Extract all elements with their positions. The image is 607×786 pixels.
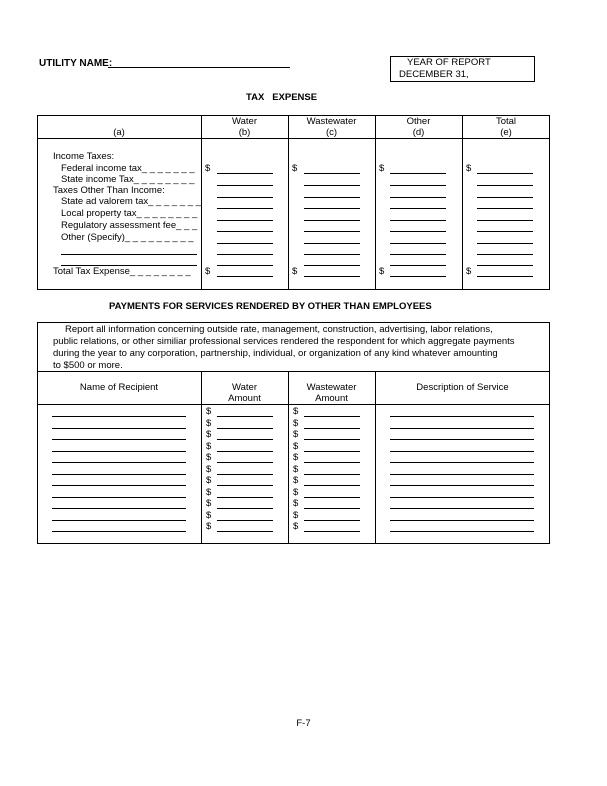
col-total-label: Total	[495, 116, 517, 127]
tax-amount-field[interactable]	[304, 231, 360, 232]
tax-amount-field[interactable]	[217, 197, 273, 198]
instructions-line-2: public relations, or other similiar professional services rendered the respondent for which aggregate payments	[53, 336, 515, 347]
tax-amount-field[interactable]	[477, 208, 533, 209]
tax-amount-field[interactable]	[304, 254, 360, 255]
dollar-sign: $	[293, 475, 299, 486]
tax-amount-field[interactable]	[217, 220, 273, 221]
water-amount-field[interactable]	[217, 508, 273, 509]
water-amount-field[interactable]	[217, 497, 273, 498]
row-other-specify: Other (Specify)_ _ _ _ _ _ _ _ _	[61, 232, 194, 243]
recipient-name-field[interactable]	[52, 474, 186, 475]
december-31-label: DECEMBER 31,	[399, 69, 469, 80]
row-federal-income-tax: Federal income tax_ _ _ _ _ _ _	[61, 163, 195, 174]
recipient-name-field[interactable]	[52, 508, 186, 509]
recipient-name-field[interactable]	[52, 451, 186, 452]
col-description-of-service: Description of Service	[416, 382, 509, 393]
recipient-name-field[interactable]	[52, 462, 186, 463]
dollar-sign: $	[379, 163, 385, 174]
tax-amount-field[interactable]	[304, 243, 360, 244]
page-number: F-7	[296, 718, 311, 729]
dollar-sign: $	[206, 521, 212, 532]
col-wastewater-amount-1: Wastewater	[306, 382, 357, 393]
wastewater-amount-field[interactable]	[304, 451, 360, 452]
dollar-sign: $	[206, 498, 212, 509]
dollar-sign: $	[206, 417, 212, 429]
dollar-sign: $	[206, 475, 212, 486]
water-amount-field[interactable]	[217, 439, 273, 440]
description-field[interactable]	[390, 497, 534, 498]
tax-amount-field[interactable]	[390, 220, 446, 221]
col-other-label: Other	[406, 116, 431, 127]
tax-amount-field[interactable]	[477, 220, 533, 221]
description-field[interactable]	[390, 439, 534, 440]
recipient-name-field[interactable]	[52, 497, 186, 498]
tax-amount-field[interactable]	[477, 276, 533, 277]
dollar-sign: $	[466, 163, 472, 174]
col-a-sub: (a)	[113, 127, 125, 138]
wastewater-amount-field[interactable]	[304, 474, 360, 475]
tax-amount-field[interactable]	[217, 243, 273, 244]
recipient-name-field[interactable]	[52, 520, 186, 521]
dollar-sign: $	[293, 406, 299, 417]
wastewater-amount-field[interactable]	[304, 520, 360, 521]
dollar-sign: $	[293, 521, 299, 532]
row-income-taxes: Income Taxes:	[53, 151, 115, 162]
dollar-sign: $	[206, 486, 212, 498]
tax-amount-field[interactable]	[390, 254, 446, 255]
dollar-sign: $	[293, 498, 299, 509]
col-b-sub: (b)	[238, 127, 251, 138]
col-wastewater-amount-2: Amount	[315, 393, 348, 404]
tax-amount-field[interactable]	[217, 276, 273, 277]
tax-amount-field[interactable]	[390, 185, 446, 186]
tax-amount-field[interactable]	[390, 265, 446, 266]
row-local-property-tax: Local property tax_ _ _ _ _ _ _ _	[61, 208, 198, 219]
dollar-sign: $	[206, 406, 212, 417]
dollar-sign: $	[293, 486, 299, 498]
instructions-line-1: Report all information concerning outside rate, management, construction, advertising, labor relations,	[65, 324, 493, 335]
tax-amount-field[interactable]	[477, 265, 533, 266]
description-field[interactable]	[390, 520, 534, 521]
tax-amount-field[interactable]	[477, 185, 533, 186]
payments-title: PAYMENTS FOR SERVICES RENDERED BY OTHER THAN EMPLOYEES	[109, 301, 432, 312]
tax-amount-field[interactable]	[217, 231, 273, 232]
utility-name-field[interactable]	[108, 67, 290, 68]
description-field[interactable]	[390, 416, 534, 417]
water-amount-field[interactable]	[217, 474, 273, 475]
instructions-line-3: during the year to any corporation, partnership, individual, or organization of any kind whatever amounting	[53, 348, 498, 359]
dollar-sign: $	[293, 440, 299, 452]
tax-amount-field[interactable]	[390, 197, 446, 198]
tax-amount-field[interactable]	[304, 197, 360, 198]
row-state-ad-valorem-tax: State ad valorem tax_ _ _ _ _ _ _	[61, 196, 201, 207]
col-water-label: Water	[232, 116, 257, 127]
recipient-name-field[interactable]	[52, 485, 186, 486]
dollar-sign: $	[205, 163, 211, 174]
tax-amount-field[interactable]	[390, 173, 446, 174]
col-wastewater-label: Wastewater	[306, 116, 357, 127]
dollar-sign: $	[292, 266, 298, 277]
description-field[interactable]	[390, 451, 534, 452]
row-regulatory-assessment-fee: Regulatory assessment fee_ _ _	[61, 220, 198, 231]
dollar-sign: $	[206, 429, 212, 440]
recipient-name-field[interactable]	[52, 416, 186, 417]
dollar-sign: $	[293, 429, 299, 440]
dollar-sign: $	[292, 163, 298, 174]
dollar-sign: $	[293, 452, 299, 463]
col-name-of-recipient: Name of Recipient	[79, 382, 159, 393]
year-of-report-label: YEAR OF REPORT	[407, 57, 491, 68]
description-field[interactable]	[390, 474, 534, 475]
tax-amount-field[interactable]	[390, 243, 446, 244]
tax-amount-field[interactable]	[477, 243, 533, 244]
water-amount-field[interactable]	[217, 451, 273, 452]
recipient-name-field[interactable]	[52, 428, 186, 429]
tax-amount-field[interactable]	[477, 254, 533, 255]
description-field[interactable]	[390, 508, 534, 509]
water-amount-field[interactable]	[217, 531, 273, 532]
wastewater-amount-field[interactable]	[304, 462, 360, 463]
description-field[interactable]	[390, 485, 534, 486]
water-amount-field[interactable]	[217, 416, 273, 417]
dollar-sign: $	[206, 452, 212, 463]
row-state-income-tax: State income Tax_ _ _ _ _ _ _ _	[61, 174, 195, 185]
wastewater-amount-field[interactable]	[304, 497, 360, 498]
water-amount-field[interactable]	[217, 485, 273, 486]
description-field[interactable]	[390, 428, 534, 429]
water-amount-field[interactable]	[217, 520, 273, 521]
recipient-name-field[interactable]	[52, 439, 186, 440]
dollar-sign: $	[206, 463, 212, 475]
dollar-sign: $	[206, 509, 212, 521]
dollar-sign: $	[379, 266, 385, 277]
col-c-sub: (c)	[325, 127, 338, 138]
row-taxes-other-than-income: Taxes Other Than Income:	[53, 185, 165, 196]
wastewater-amount-field[interactable]	[304, 439, 360, 440]
tax-amount-field[interactable]	[217, 173, 273, 174]
tax-amount-field[interactable]	[217, 185, 273, 186]
tax-amount-field[interactable]	[304, 173, 360, 174]
dollar-sign: $	[206, 440, 212, 452]
description-field[interactable]	[390, 462, 534, 463]
tax-amount-field[interactable]	[217, 208, 273, 209]
year-of-report-box[interactable]	[390, 56, 535, 82]
tax-amount-field[interactable]	[477, 197, 533, 198]
description-field[interactable]	[390, 531, 534, 532]
water-amount-field[interactable]	[217, 428, 273, 429]
dollar-sign: $	[293, 509, 299, 521]
col-water-amount-2: Amount	[228, 393, 261, 404]
wastewater-amount-field[interactable]	[304, 485, 360, 486]
tax-amount-field[interactable]	[304, 208, 360, 209]
tax-amount-field[interactable]	[477, 231, 533, 232]
utility-name-label: UTILITY NAME:	[39, 58, 113, 69]
instructions-line-4: to $500 or more.	[53, 360, 123, 371]
water-amount-field[interactable]	[217, 462, 273, 463]
tax-amount-field[interactable]	[304, 276, 360, 277]
wastewater-amount-field[interactable]	[304, 531, 360, 532]
row-total-tax-expense: Total Tax Expense_ _ _ _ _ _ _ _	[53, 266, 191, 277]
recipient-name-field[interactable]	[52, 531, 186, 532]
tax-expense-title: TAX EXPENSE	[246, 92, 318, 103]
tax-amount-field[interactable]	[304, 185, 360, 186]
dollar-sign: $	[293, 417, 299, 429]
col-water-amount-1: Water	[232, 382, 257, 393]
dollar-sign: $	[466, 266, 472, 277]
tax-amount-field[interactable]	[390, 208, 446, 209]
wastewater-amount-field[interactable]	[304, 416, 360, 417]
tax-amount-field[interactable]	[390, 231, 446, 232]
tax-amount-field[interactable]	[304, 265, 360, 266]
col-d-sub: (d)	[412, 127, 425, 138]
wastewater-amount-field[interactable]	[304, 428, 360, 429]
tax-amount-field[interactable]	[304, 220, 360, 221]
tax-amount-field[interactable]	[217, 265, 273, 266]
col-e-sub: (e)	[500, 127, 512, 138]
specify-blank-1[interactable]	[61, 254, 197, 255]
tax-amount-field[interactable]	[390, 276, 446, 277]
dollar-sign: $	[205, 266, 211, 277]
tax-amount-field[interactable]	[477, 173, 533, 174]
tax-amount-field[interactable]	[217, 254, 273, 255]
dollar-sign: $	[293, 463, 299, 475]
wastewater-amount-field[interactable]	[304, 508, 360, 509]
